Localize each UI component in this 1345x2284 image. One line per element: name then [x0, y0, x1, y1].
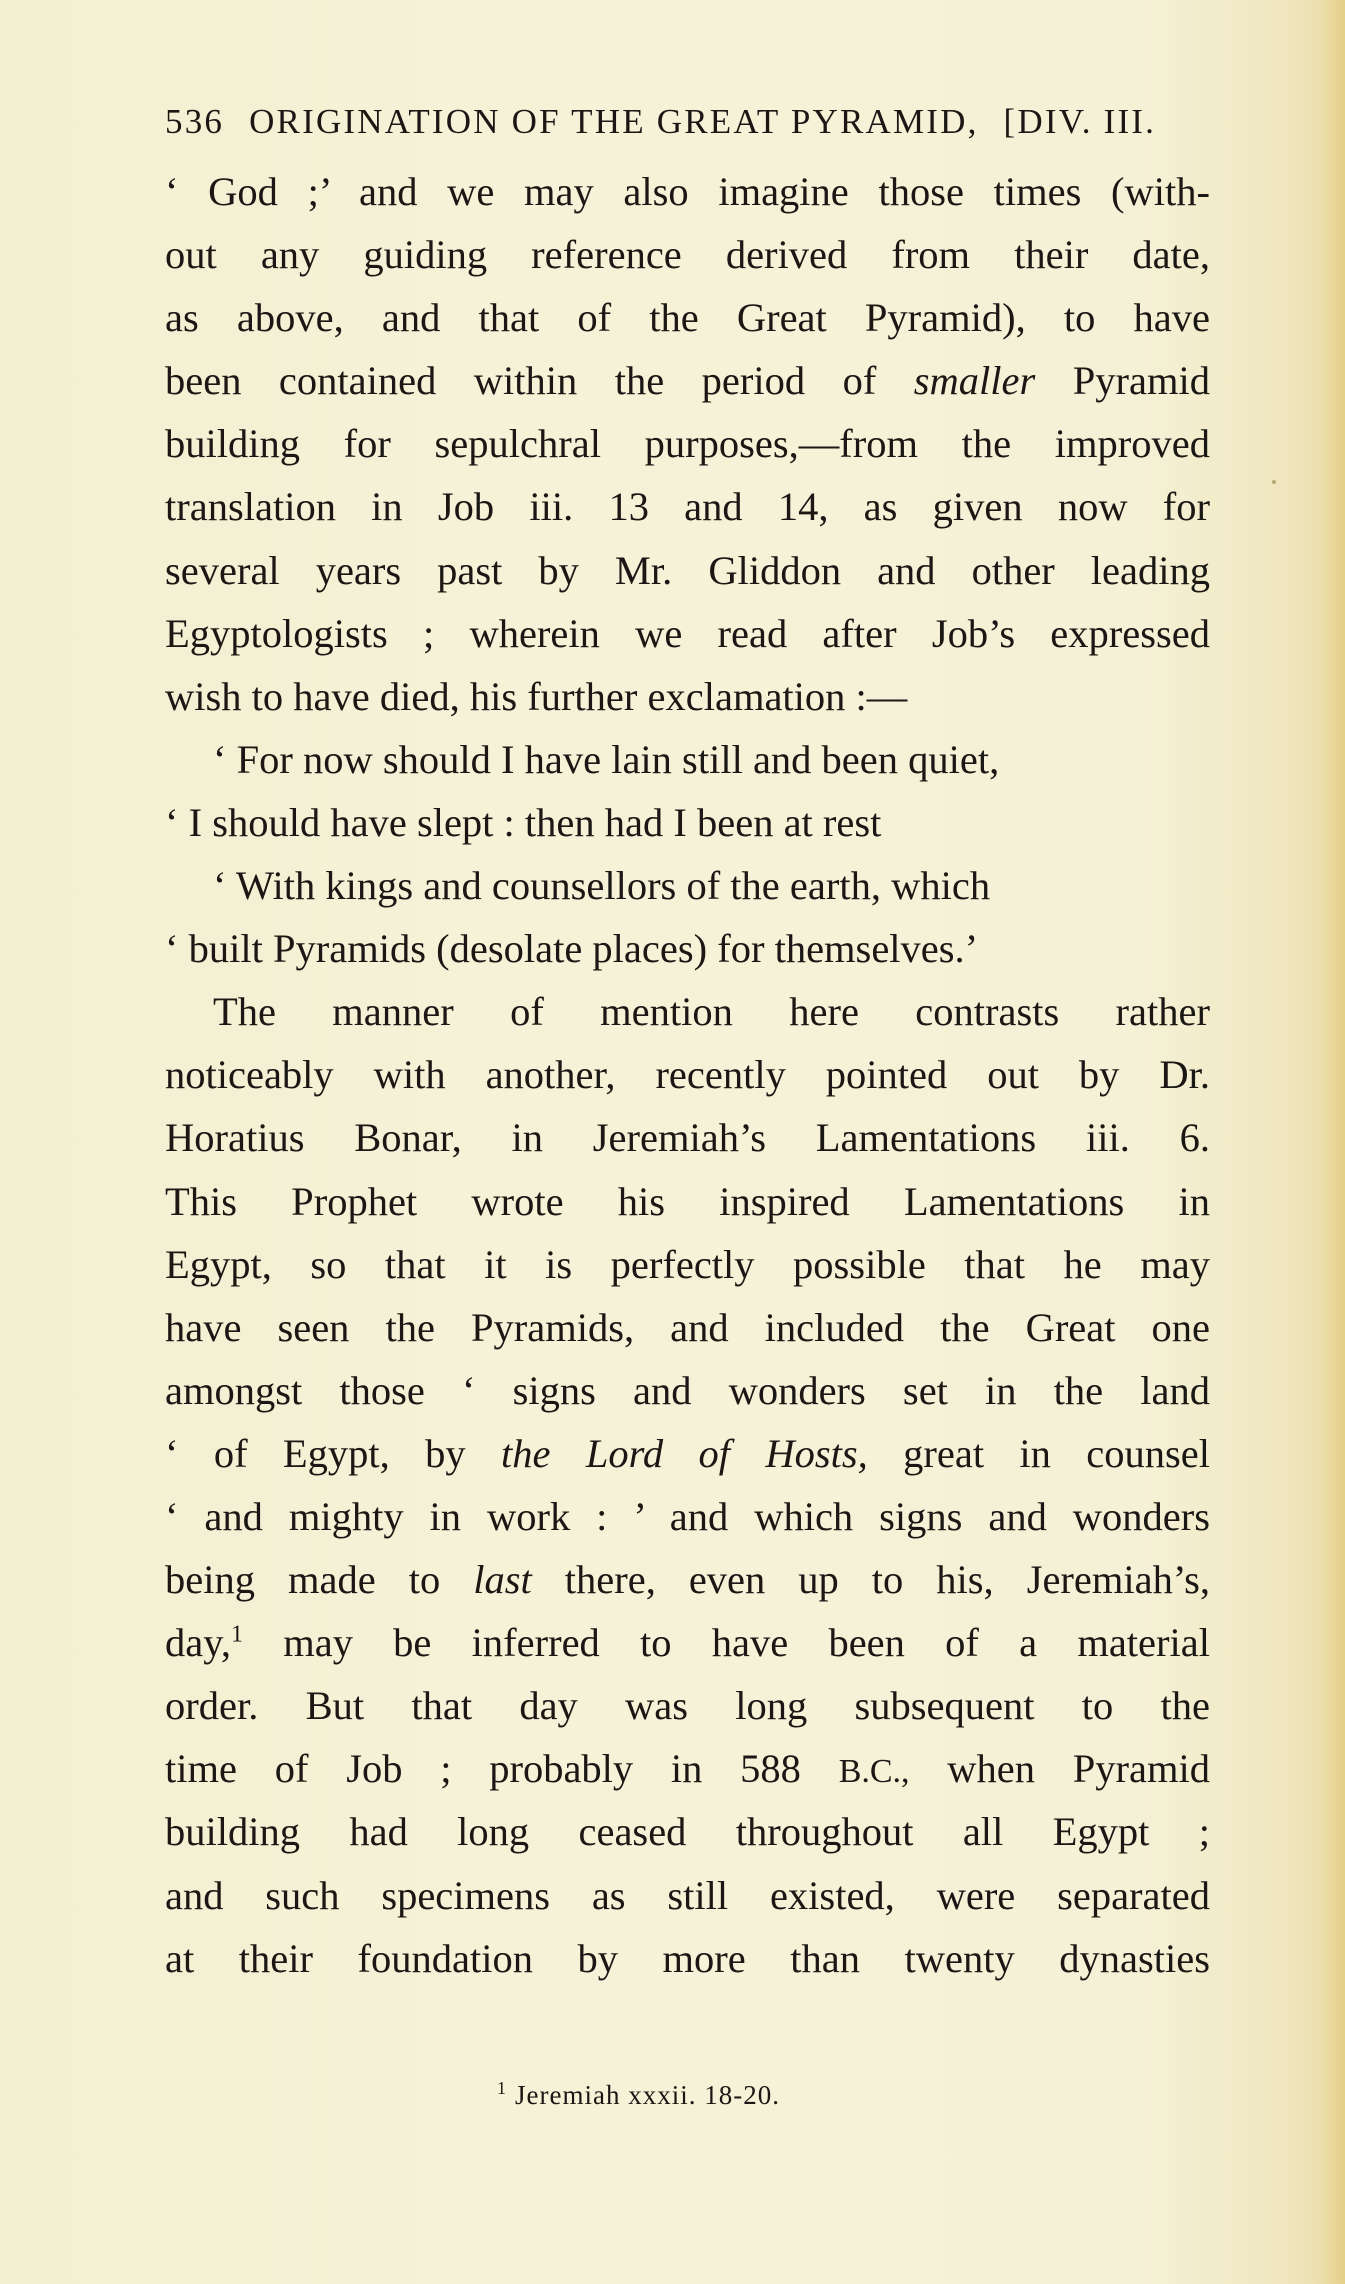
- body-line: [165, 349, 1210, 412]
- emphasis-lord-of-hosts: the Lord of Hosts,: [501, 1430, 868, 1476]
- body-line-text: there, even up to his, Jeremiah’s,: [564, 1557, 1211, 1603]
- body-line-text: may be inferred to have been of a material: [283, 1620, 1210, 1666]
- body-line-text: day,: [165, 1620, 231, 1666]
- body-line: have seen the Pyramids, and included the Great one: [165, 1304, 1210, 1350]
- body-line: several years past by Mr. Gliddon and other leading: [165, 547, 1210, 593]
- page-number: 536: [165, 102, 225, 141]
- body-line: translation in Job iii. 13 and 14, as given now for: [165, 484, 1210, 530]
- quote-line: ‘ With kings and counsellors of the earth, which: [213, 863, 991, 909]
- body-line-text: being made to: [165, 1557, 441, 1603]
- quote-line: ‘ built Pyramids (desolate places) for themselves.’: [165, 926, 979, 972]
- body-line: This Prophet wrote his inspired Lamentations in: [165, 1178, 1210, 1224]
- body-line: at their foundation by more than twenty dynasties: [165, 1935, 1210, 1981]
- body-line: building had long ceased throughout all Egypt ;: [165, 1809, 1210, 1855]
- emphasis-smaller: smaller: [913, 358, 1036, 404]
- body-line: [165, 1737, 1210, 1800]
- body-line: ‘ God ;’ and we may also imagine those times (with-: [165, 169, 1210, 214]
- running-head: [165, 100, 1210, 144]
- body-line: Egypt, so that it is perfectly possible that he may: [165, 1241, 1210, 1287]
- body-line-text: Pyramid: [1072, 358, 1210, 404]
- body-line: noticeably with another, recently pointed out by Dr.: [165, 1052, 1210, 1098]
- body-line: Horatius Bonar, in Jeremiah’s Lamentations iii. 6.: [165, 1115, 1210, 1161]
- body-line-text: been contained within the period of: [165, 358, 877, 404]
- body-line-text: ‘ of Egypt, by: [165, 1430, 466, 1476]
- body-line: The manner of mention here contrasts rather: [213, 989, 1210, 1035]
- footnote-text: Jeremiah xxxii. 18-20.: [515, 2080, 780, 2110]
- body-line-text: when Pyramid: [947, 1746, 1211, 1792]
- quote-line: ‘ I should have slept : then had I been at rest: [165, 799, 882, 845]
- body-line: out any guiding reference derived from their date,: [165, 232, 1210, 278]
- body-line: and such specimens as still existed, were separated: [165, 1872, 1210, 1918]
- text-block: [165, 100, 1210, 1990]
- bc-abbrev: B.C.,: [838, 1753, 910, 1791]
- body-line: order. But that day was long subsequent to the: [165, 1683, 1210, 1729]
- body-line: [165, 1548, 1210, 1611]
- footnote-reference: 1: [230, 1621, 243, 1648]
- body-line: building for sepulchral purposes,—from the improved: [165, 421, 1210, 467]
- body-line: [165, 1422, 1210, 1485]
- emphasis-last: last: [473, 1557, 532, 1603]
- footnote: [497, 2080, 780, 2111]
- body-line-text: time of Job ; probably in 588: [165, 1746, 801, 1792]
- body-line: [165, 1611, 1210, 1674]
- footnote-marker: 1: [497, 2078, 507, 2098]
- body-line: wish to have died, his further exclamation :—: [165, 673, 908, 719]
- page-edge-shading: [1323, 0, 1345, 2284]
- paper-speck: [1272, 480, 1276, 484]
- quote-line: ‘ For now should I have lain still and been quiet,: [213, 736, 1000, 782]
- body-line-text: great in counsel: [903, 1430, 1210, 1476]
- running-title: ORIGINATION OF THE GREAT PYRAMID,: [249, 102, 979, 141]
- body-line: amongst those ‘ signs and wonders set in the land: [165, 1367, 1210, 1413]
- body-line: as above, and that of the Great Pyramid), to have: [165, 295, 1210, 341]
- body-line: ‘ and mighty in work : ’ and which signs and wonders: [165, 1493, 1210, 1539]
- division-label: [DIV. III.: [1003, 102, 1157, 141]
- body-line: Egyptologists ; wherein we read after Job’s expressed: [165, 610, 1210, 656]
